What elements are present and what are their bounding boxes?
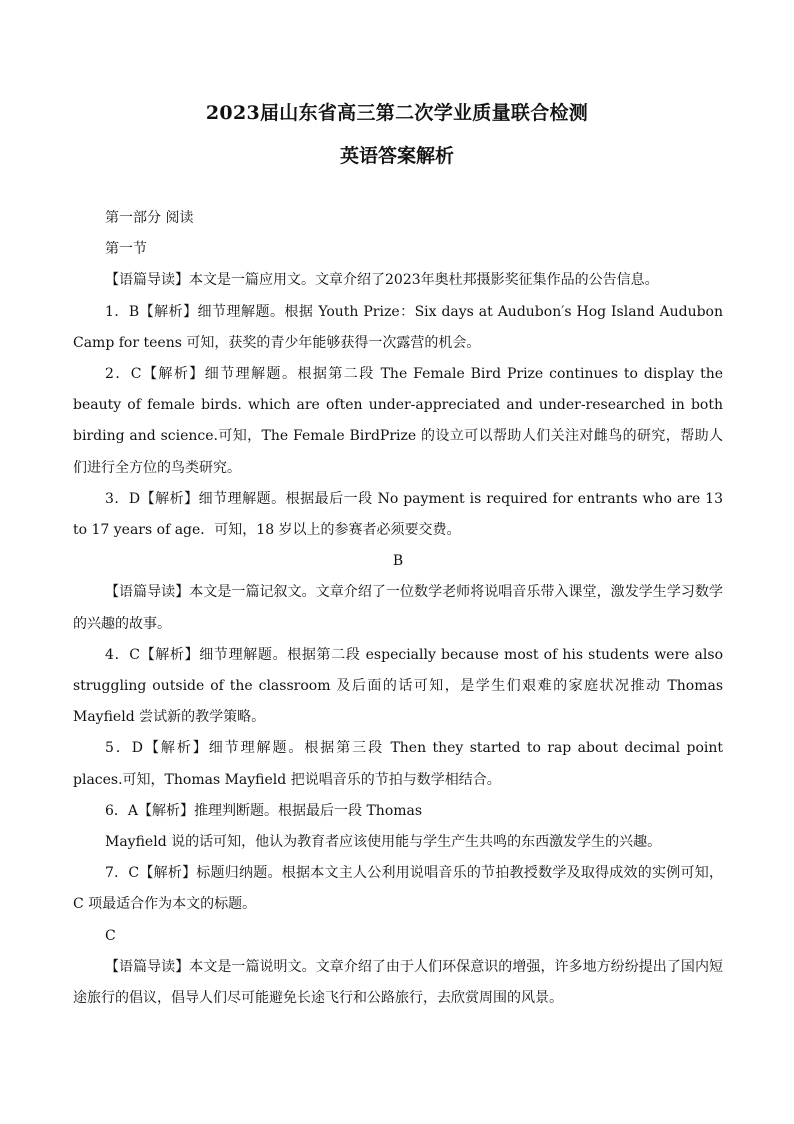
passage-a-guide: 【语篇导读】本文是一篇应用文。文章介绍了2023年奥杜邦摄影奖征集作品的公告信息。	[105, 272, 659, 289]
answer-6: 6．A【解析】推理判断题。根据最后一段 Thomas	[105, 802, 423, 819]
document-title: 2023届山东省高三第二次学业质量联合检测	[205, 102, 589, 124]
document-subtitle: 英语答案解析	[339, 145, 454, 167]
answer-3: 3．D【解析】细节理解题。根据最后一段 No payment is required for entrants who are 13 to 17 years of age．可知，18 岁以上的参赛者必须要交费。	[73, 490, 723, 539]
document-body	[73, 203, 723, 1014]
answer-7: 7．C【解析】标题归纳题。根据本文主人公利用说唱音乐的节拍教授数学及取得成效的实例可知，C 项最适合作为本文的标题。	[73, 865, 723, 913]
answer-2: 2．C【解析】细节理解题。根据第二段 The Female Bird Prize continues to display the beauty of female birds. which are often under-appreciated and under-researched in both birding and science.可知，The Female BirdPrize 的设立可以帮助人们关注对雌鸟的研究，帮助人们进行全方位的鸟类研究。	[73, 366, 723, 476]
answer-5: 5．D【解析】细节理解题。根据第三段 Then they started to rap about decimal point places.可知，Thomas Mayfield 把说唱音乐的节拍与数学相结合。	[73, 740, 723, 788]
passage-b-heading: B	[392, 553, 404, 570]
answer-4: 4．C【解析】细节理解题。根据第二段 especially because most of his students were also struggling outside of the classroom 及后面的话可知，是学生们艰难的家庭状况推动 Thomas Mayfield 尝试新的教学策略。	[73, 646, 723, 726]
answer-6-continued: Mayfield 说的话可知，他认为教育者应该使用能与学生产生共鸣的东西激发学生的兴趣。	[105, 834, 662, 851]
passage-c-heading: C	[105, 927, 116, 944]
section-heading: 第一部分 阅读	[105, 210, 194, 226]
answer-1: 1．B【解析】细节理解题。根据 Youth Prize：Six days at Audubon′s Hog Island Audubon Camp for teens 可知，获奖的青少年能够获得一次露营的机会。	[73, 303, 723, 351]
subsection-heading: 第一节	[105, 241, 147, 258]
passage-b-guide: 【语篇导读】本文是一篇记叙文。文章介绍了一位数学老师将说唱音乐带入课堂，激发学生学习数学的兴趣的故事。	[73, 584, 723, 632]
passage-c-guide: 【语篇导读】本文是一篇说明文。文章介绍了由于人们环保意识的增强，许多地方纷纷提出了国内短途旅行的倡议，倡导人们尽可能避免长途飞行和公路旅行，去欣赏周围的风景。	[73, 958, 723, 1007]
